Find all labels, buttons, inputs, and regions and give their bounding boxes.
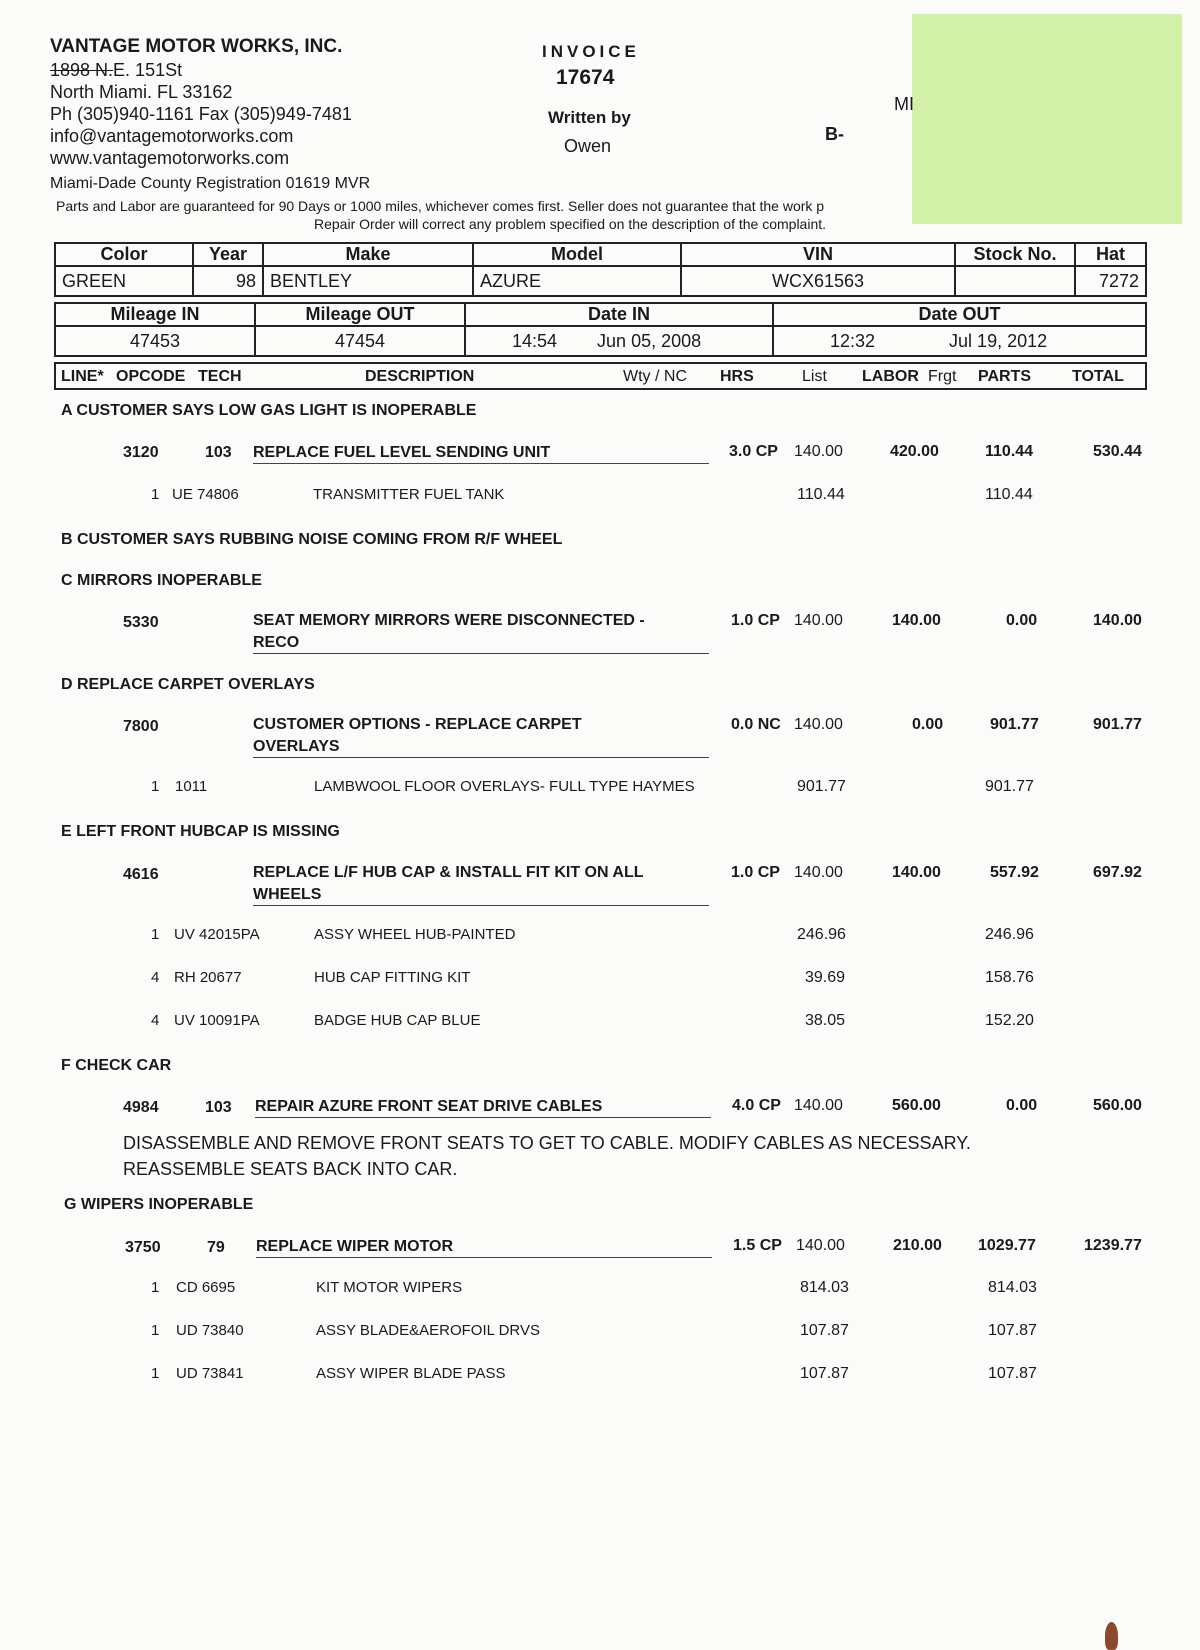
header-vin: VIN — [681, 243, 955, 266]
mileage-date-table — [54, 302, 1147, 357]
header-color: Color — [55, 243, 193, 266]
date-in-cell — [465, 326, 773, 356]
header-mileage-out: Mileage OUT — [255, 303, 465, 326]
col-tech: TECH — [198, 368, 242, 385]
total-a: 530.44 — [1093, 443, 1142, 460]
complaint-b: B CUSTOMER SAYS RUBBING NOISE COMING FROM R/F WHEEL — [61, 531, 563, 548]
part-description: KIT MOTOR WIPERS — [316, 1279, 463, 1296]
labor-c: 140.00 — [892, 612, 941, 629]
col-parts: PARTS — [978, 368, 1032, 385]
part-description: BADGE HUB CAP BLUE — [314, 1012, 481, 1029]
part-extended: 107.87 — [988, 1365, 1037, 1382]
mi-label: MI — [894, 94, 914, 114]
op-desc-underline — [255, 1117, 711, 1118]
labor-g: 210.00 — [893, 1237, 942, 1254]
part-list: 107.87 — [800, 1365, 849, 1382]
part-qty: 1 — [151, 926, 160, 943]
parts-f: 0.00 — [1006, 1097, 1038, 1114]
part-number: 1011 — [175, 778, 208, 795]
op-desc-a: REPLACE FUEL LEVEL SENDING UNIT — [253, 444, 551, 461]
company-phone: Ph (305)940-1161 Fax (305)949-7481 — [50, 104, 352, 124]
complaint-c: C MIRRORS INOPERABLE — [61, 572, 262, 589]
crossed-street-number: 1898 N. — [50, 60, 114, 80]
rate-c: 140.00 — [794, 612, 843, 629]
date-in-time: 14:54 — [512, 330, 558, 351]
op-desc-d-line1: CUSTOMER OPTIONS - REPLACE CARPET — [253, 716, 582, 733]
company-website: www.vantagemotorworks.com — [50, 148, 290, 168]
part-number: UV 42015PA — [174, 926, 260, 943]
header-year: Year — [193, 243, 263, 266]
part-number: UD 73840 — [176, 1322, 244, 1339]
hrs-e: 1.0 CP — [731, 864, 780, 881]
opcode-a: 3120 — [123, 444, 159, 461]
parts-g: 1029.77 — [978, 1237, 1036, 1254]
parts-e: 557.92 — [990, 864, 1039, 881]
part-description: TRANSMITTER FUEL TANK — [313, 486, 505, 503]
part-extended: 246.96 — [985, 926, 1034, 943]
complaint-d: D REPLACE CARPET OVERLAYS — [61, 676, 315, 693]
header-date-out: Date OUT — [773, 303, 1146, 326]
mileage-in: 47453 — [55, 326, 255, 356]
header-hat: Hat — [1075, 243, 1146, 266]
part-qty: 1 — [151, 1322, 160, 1339]
vehicle-model: AZURE — [473, 266, 681, 296]
op-desc-g: REPLACE WIPER MOTOR — [256, 1238, 454, 1255]
guarantee-line-2: Repair Order will correct any problem specified on the description of the complaint. — [314, 216, 827, 232]
part-list: 107.87 — [800, 1322, 849, 1339]
parts-c: 0.00 — [1006, 612, 1038, 629]
total-f: 560.00 — [1093, 1097, 1142, 1114]
part-number: UE 74806 — [172, 486, 239, 503]
op-desc-c-line2: RECO — [253, 634, 300, 651]
header-make: Make — [263, 243, 473, 266]
date-out-cell — [773, 326, 1146, 356]
part-description: ASSY BLADE&AEROFOIL DRVS — [316, 1322, 540, 1339]
complaint-e: E LEFT FRONT HUBCAP IS MISSING — [61, 823, 340, 840]
tech-a: 103 — [205, 444, 232, 461]
opcode-d: 7800 — [123, 718, 159, 735]
op-desc-d-line2: OVERLAYS — [253, 738, 340, 755]
op-desc-f: REPAIR AZURE FRONT SEAT DRIVE CABLES — [255, 1098, 603, 1115]
rate-a: 140.00 — [794, 443, 843, 460]
op-desc-underline — [253, 757, 709, 758]
part-description: HUB CAP FITTING KIT — [314, 969, 471, 986]
company-city: North Miami. FL 33162 — [50, 82, 233, 102]
hrs-d: 0.0 NC — [731, 716, 781, 733]
header-stock-no: Stock No. — [955, 243, 1075, 266]
ink-stain — [1105, 1622, 1118, 1650]
part-description: ASSY WIPER BLADE PASS — [316, 1365, 506, 1382]
rate-d: 140.00 — [794, 716, 843, 733]
vehicle-color: GREEN — [55, 266, 193, 296]
vehicle-info-table — [54, 242, 1147, 297]
op-desc-underline — [253, 463, 709, 464]
opcode-e: 4616 — [123, 866, 159, 883]
date-out-time: 12:32 — [830, 330, 876, 351]
part-list: 38.05 — [805, 1012, 846, 1029]
part-number: UD 73841 — [176, 1365, 244, 1382]
part-number: CD 6695 — [176, 1279, 236, 1296]
header-date-in: Date IN — [465, 303, 773, 326]
part-extended: 901.77 — [985, 778, 1034, 795]
hrs-f: 4.0 CP — [732, 1097, 781, 1114]
op-desc-c-line1: SEAT MEMORY MIRRORS WERE DISCONNECTED - — [253, 612, 645, 629]
date-out: Jul 19, 2012 — [949, 330, 1048, 351]
vehicle-make: BENTLEY — [263, 266, 473, 296]
part-qty: 1 — [151, 778, 160, 795]
col-description: DESCRIPTION — [365, 368, 475, 385]
labor-e: 140.00 — [892, 864, 941, 881]
total-e: 697.92 — [1093, 864, 1142, 881]
op-desc-underline — [256, 1257, 712, 1258]
part-description: LAMBWOOL FLOOR OVERLAYS- FULL TYPE HAYMES — [314, 778, 695, 795]
part-extended: 107.87 — [988, 1322, 1037, 1339]
part-qty: 4 — [151, 1012, 160, 1029]
company-name: VANTAGE MOTOR WORKS, INC. — [50, 36, 343, 57]
invoice-number: 17674 — [556, 66, 615, 89]
labor-d: 0.00 — [912, 716, 944, 733]
col-hrs: HRS — [720, 368, 754, 385]
complaint-a: A CUSTOMER SAYS LOW GAS LIGHT IS INOPERABLE — [61, 402, 477, 419]
vehicle-year: 98 — [193, 266, 263, 296]
rate-g: 140.00 — [796, 1237, 845, 1254]
col-labor: LABOR — [862, 368, 919, 385]
op-desc-underline — [253, 653, 709, 654]
part-description: ASSY WHEEL HUB-PAINTED — [314, 926, 516, 943]
written-by-label: Written by — [548, 108, 631, 127]
col-line: LINE* — [61, 368, 104, 385]
part-list: 246.96 — [797, 926, 846, 943]
date-in: Jun 05, 2008 — [597, 330, 702, 351]
part-extended: 110.44 — [985, 486, 1033, 503]
part-extended: 158.76 — [985, 969, 1034, 986]
op-desc-e-line1: REPLACE L/F HUB CAP & INSTALL FIT KIT ON ALL — [253, 864, 644, 881]
opcode-f: 4984 — [123, 1099, 159, 1116]
part-extended: 152.20 — [985, 1012, 1034, 1029]
invoice-label: INVOICE — [542, 42, 640, 61]
total-d: 901.77 — [1093, 716, 1142, 733]
complaint-g: G WIPERS INOPERABLE — [64, 1196, 254, 1213]
parts-a: 110.44 — [985, 443, 1034, 460]
rate-f: 140.00 — [794, 1097, 843, 1114]
part-qty: 4 — [151, 969, 160, 986]
part-number: UV 10091PA — [174, 1012, 260, 1029]
col-total: TOTAL — [1072, 368, 1124, 385]
col-list: List — [802, 368, 827, 385]
total-g: 1239.77 — [1084, 1237, 1142, 1254]
vehicle-hat: 7272 — [1075, 266, 1146, 296]
total-c: 140.00 — [1093, 612, 1142, 629]
part-list: 901.77 — [797, 778, 846, 795]
opcode-g: 3750 — [125, 1239, 161, 1256]
part-extended: 814.03 — [988, 1279, 1037, 1296]
hrs-c: 1.0 CP — [731, 612, 780, 629]
opcode-c: 5330 — [123, 614, 159, 631]
sticky-note — [912, 14, 1182, 224]
labor-f: 560.00 — [892, 1097, 941, 1114]
company-email: info@vantagemotorworks.com — [50, 126, 294, 146]
b-label: B- — [825, 124, 844, 144]
header-mileage-in: Mileage IN — [55, 303, 255, 326]
tech-f: 103 — [205, 1099, 232, 1116]
header-model: Model — [473, 243, 681, 266]
part-qty: 1 — [151, 1279, 160, 1296]
part-qty: 1 — [151, 1365, 160, 1382]
labor-a: 420.00 — [890, 443, 939, 460]
parts-d: 901.77 — [990, 716, 1039, 733]
hrs-a: 3.0 CP — [729, 443, 778, 460]
col-opcode: OPCODE — [116, 368, 186, 385]
col-frgt: Frgt — [928, 368, 957, 385]
vehicle-vin: WCX61563 — [681, 266, 955, 296]
mileage-out: 47454 — [255, 326, 465, 356]
complaint-f: F CHECK CAR — [61, 1057, 172, 1074]
written-by: Owen — [564, 136, 612, 156]
company-street: 1898 N.E. 151St — [50, 60, 183, 80]
op-desc-e-line2: WHEELS — [253, 886, 322, 903]
company-registration: Miami-Dade County Registration 01619 MVR — [50, 175, 371, 192]
part-list: 39.69 — [805, 969, 846, 986]
tech-note-line-2: REASSEMBLE SEATS BACK INTO CAR. — [123, 1159, 458, 1179]
col-wty-nc: Wty / NC — [623, 368, 687, 385]
vehicle-stock-no — [955, 266, 1075, 296]
tech-g: 79 — [207, 1239, 225, 1256]
op-desc-underline — [253, 905, 709, 906]
part-qty: 1 — [151, 486, 160, 503]
rate-e: 140.00 — [794, 864, 843, 881]
part-number: RH 20677 — [174, 969, 242, 986]
part-list: 110.44 — [797, 486, 845, 503]
guarantee-line-1: Parts and Labor are guaranteed for 90 Days or 1000 miles, whichever comes first. Seller does not guarantee that the work p — [56, 198, 825, 214]
tech-note-line-1: DISASSEMBLE AND REMOVE FRONT SEATS TO GET TO CABLE. MODIFY CABLES AS NECESSARY. — [123, 1133, 971, 1153]
part-list: 814.03 — [800, 1279, 849, 1296]
hrs-g: 1.5 CP — [733, 1237, 782, 1254]
